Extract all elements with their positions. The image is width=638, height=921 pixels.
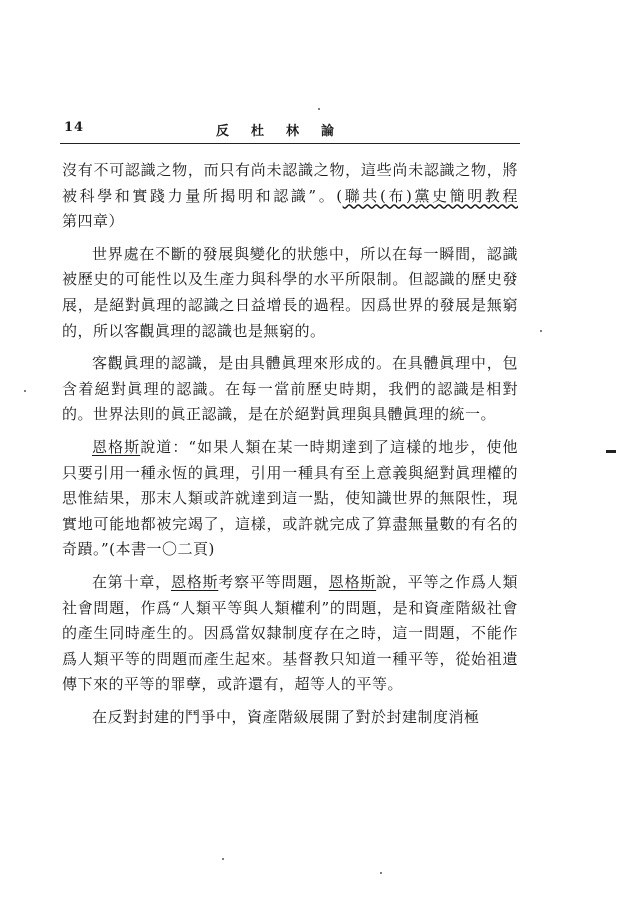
paragraph-p2 xyxy=(62,242,518,344)
text-run: 在第十章， xyxy=(92,572,171,591)
text-run: 第四章） xyxy=(62,212,125,231)
paragraph-p3 xyxy=(62,351,518,428)
marked-name: 恩格斯 xyxy=(92,437,141,456)
paragraph-p5 xyxy=(62,570,518,698)
paragraph-p4 xyxy=(62,435,518,563)
text-run: 世界處在不斷的發展與變化的狀態中，所以在每一瞬間，認識被歷史的可能性以及生產力與科學的水平所限制。但認識的歷史發展，是絕對眞理的認識之日益增長的過程。因爲世界的發展是無窮的，所以客觀眞理的認識也是無窮的。 xyxy=(62,244,518,340)
page-number: 14 xyxy=(64,120,85,135)
page-header xyxy=(60,118,520,140)
paragraph-p6 xyxy=(62,705,518,731)
print-speck xyxy=(24,390,26,392)
margin-mark xyxy=(606,450,616,453)
marked-name: 恩格斯 xyxy=(328,572,377,591)
text-run: 考察平等問題， xyxy=(218,572,329,591)
text-run: 客觀眞理的認識，是由具體眞理來形成的。在具體眞理中，包含着絕對眞理的認識。在每一當前歷史時期，我們的認識是相對的。世界法則的眞正認識，是在於絕對眞理與具體眞理的統一。 xyxy=(62,354,518,424)
text-run: 說，平等之作爲人類社會問題，作爲“人類平等與人類權利”的問題，是和資產階級社會的產生同時產生的。因爲當奴隸制度存在之時，這一問題，不能作爲人類平等的問題而產生起來。基督教只知道一種平等，從始祖遺傳下來的平等的罪孽，或許還有，超等人的平等。 xyxy=(62,572,518,694)
body-text xyxy=(62,158,518,737)
print-speck xyxy=(222,858,224,860)
header-rule xyxy=(60,143,520,144)
paragraph-p1 xyxy=(62,158,518,235)
marked-name: 聯共(布)黨史簡明教程 xyxy=(342,186,518,205)
print-speck xyxy=(318,108,320,110)
text-run: 沒有不可認識之物，而只有尚未認識之物，這些尚未認識之物，將被科學和實踐力量所揭明和認識”。( xyxy=(62,161,518,205)
text-run: 在反對封建的鬥爭中，資產階級展開了對於封建制度消極 xyxy=(92,707,480,726)
print-speck xyxy=(380,872,382,874)
marked-name: 恩格斯 xyxy=(170,572,219,591)
print-speck xyxy=(540,330,542,332)
running-head: 反杜林論 xyxy=(216,124,357,139)
text-run: 說道：“如果人類在某一時期達到了這樣的地步，使他只要引用一種永恆的眞理，引用一種具有至上意義與絕對眞理權的思惟結果，那末人類或許就達到這一點，使知識世界的無限性，現實地可能地都被完竭了，這樣，或許就完成了算盡無量數的有名的奇蹟。”(本書一〇二頁) xyxy=(62,437,518,559)
